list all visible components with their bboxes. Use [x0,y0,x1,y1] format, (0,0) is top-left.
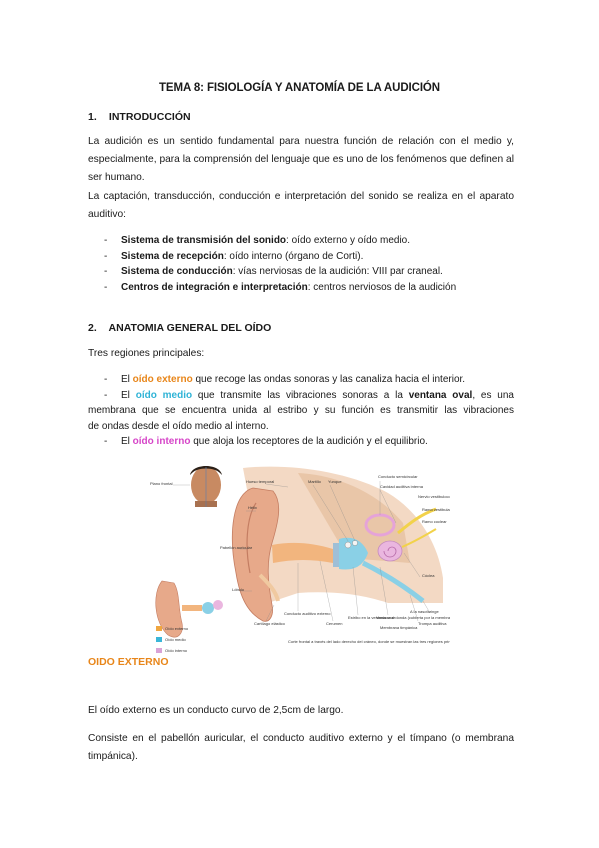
list-item-text: que recoge las ondas sonoras y las canaliza hacia el interior. [192,374,466,385]
label-conducto-auditivo: Conducto auditivo externo [284,611,331,616]
list-sistemas [88,233,514,295]
text-line: membrana que se encuentra unida al estribo y su función es transmitir las vibraciones [88,405,514,416]
list-item-oido-externo [88,372,514,388]
section-title: INTRODUCCIÓN [108,111,191,123]
list-dash: - [104,250,108,262]
list-item-oido-interno [88,434,514,450]
section-heading-oido-externo: OIDO EXTERNO [88,656,169,668]
label-yunque: Yunque [328,479,342,484]
section-number: 2. [88,322,97,334]
label-lobulo: Lóbulo [232,587,245,592]
label-ventana-redonda: Ventana redonda (cubierta por la membra [376,615,450,620]
paragraph-audicion [88,133,514,187]
label-ramo-coclear: Ramo coclear [422,519,447,524]
ear-anatomy-figure [148,463,450,663]
label-nasofaringe: A la nasofaringe [410,609,439,614]
legend-label: Oído interno [165,648,188,653]
tympanic-membrane-shape [333,543,339,567]
list-item-text: que transmite las vibraciones sonoras a la [192,389,409,401]
text-line: de ondas desde el oído medio al interno. [88,420,269,432]
text-line: timpánica). [88,751,138,762]
inset-canal-shape [182,605,202,611]
text-line: La captación, transducción, conducción e interpretación del sonido se realiza en el aparato [88,191,514,202]
section-heading-anatomia [88,322,271,334]
list-item-text: : oído interno (órgano de Corti). [223,250,364,262]
label-martillo: Martillo [308,479,321,484]
text-line: ser humano. [88,172,145,183]
section-number: 1. [88,111,97,123]
text-line: Consiste en el pabellón auricular, el conducto auditivo externo y el tímpano (o membrana [88,733,514,744]
list-dash: - [104,235,108,246]
list-dash: - [104,436,108,447]
list-item-bold: Sistema de conducción [121,266,233,277]
list-dash: - [104,374,108,385]
incus-shape [352,540,357,545]
list-item-text: : centros nerviosos de la audición [307,281,457,293]
list-dash: - [104,281,108,293]
text-line: La audición es un sentido fundamental para nuestra función de relación con el medio y, [88,136,514,147]
text-line: El oído externo es un conducto curvo de 2,5cm de largo. [88,705,344,716]
list-dash: - [104,266,108,277]
list-item-text: : oído externo y oído medio. [286,235,411,246]
list-item-bold: Sistema de recepción [121,250,224,262]
paragraph-conducto [88,702,514,720]
text-line [121,388,514,404]
list-item-text: , es una [472,389,514,401]
label-conducto-semicircular: Conducto semicircular [378,474,418,479]
list-item-text: El [121,374,133,385]
cochlea-shape [378,541,402,561]
label-nervio: Nervio vestibuloc [418,494,449,499]
section-title: ANATOMIA GENERAL DEL OÍDO [108,322,272,334]
list-item-text: : vías nerviosas de la audición: VIII par craneal. [232,266,443,277]
list-item [88,233,514,249]
inset-inner-ear-shape [213,600,223,610]
label-plano-frontal: Plano frontal [150,481,173,486]
label-pabellon: Pabellón auricular [220,545,253,550]
text-line: Tres regiones principales: [88,348,205,359]
legend-swatch-oido-medio [156,637,162,642]
malleus-shape [345,542,351,548]
list-item-text: El [121,389,136,401]
list-item [88,264,514,280]
label-cavidad-auditiva: Cavidad auditiva interna [380,484,423,489]
list-item [88,249,514,265]
term-oido-interno: oído interno [132,436,191,447]
label-ramo-vestibular: Ramo vestibular [422,507,450,512]
list-item [88,280,514,296]
legend-label: Oído externo [165,626,189,631]
label-hueso-temporal: Hueso temporal [246,479,275,484]
list-regiones [88,372,514,450]
figure-caption: Corte frontal a través del lado derecho del cráneo, donde se muestran las tres regiones pri [288,639,449,644]
label-coclea: Cóclea [422,573,435,578]
paragraph-consiste [88,730,514,766]
list-item-text: El [121,436,133,447]
text-line: especialmente, para la comprensión del lenguaje que es uno de los fenómenos que definen al [88,154,514,165]
list-item-oido-medio [88,388,514,404]
legend-label: Oído medio [165,637,186,642]
label-helix: Hélix [248,505,257,510]
label-membrana: Membrana timpánica [380,625,418,630]
term-ventana-oval: ventana oval [408,389,473,401]
label-cartilago: Cartílago elástico [254,621,285,626]
text-line: auditivo: [88,209,126,220]
label-trompa: Trompa auditiva [418,621,447,626]
paragraph-tres-regiones [88,345,514,363]
list-item-continuation [88,403,514,434]
list-dash: - [104,389,108,401]
term-oido-medio: oído medio [135,389,193,401]
list-item-bold: Sistema de transmisión del sonido [121,235,287,246]
label-estribo: Estribo en la ventana oval [348,615,395,620]
section-heading-introduccion [88,111,191,123]
paragraph-captacion [88,188,514,224]
legend-swatch-oido-externo [156,626,162,631]
label-cerumen: Cerumen [326,621,343,626]
legend-swatch-oido-interno [156,648,162,653]
document-title: TEMA 8: FISIOLOGÍA Y ANATOMÍA DE LA AUDICIÓN [159,82,440,94]
list-item-bold: Centros de integración e interpretación [121,281,308,293]
list-item-text: que aloja los receptores de la audición y el equilibrio. [190,436,428,447]
term-oido-externo: oído externo [132,374,193,385]
inset-middle-ear-shape [202,602,214,614]
ear-anatomy-illustration [148,463,450,663]
